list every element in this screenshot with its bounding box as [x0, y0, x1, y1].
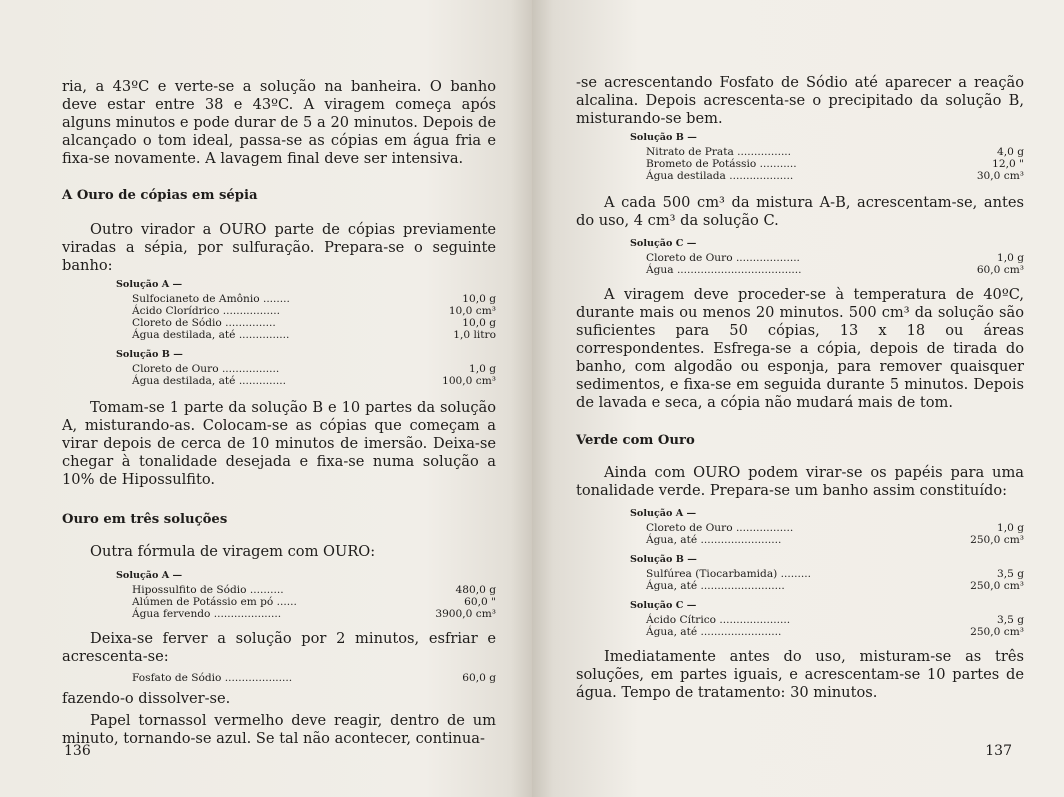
paragraph: Outro virador a OURO parte de cópias previamente viradas a sépia, por sulfuração. Prepara-se o seguinte banho:: [62, 221, 496, 274]
solution-label: Solução A —: [116, 570, 183, 581]
ingredient-row: [646, 252, 1024, 264]
ingredient-value: 30,0 cm³: [976, 170, 1024, 182]
ingredient-name: Ácido Clorídrico .................: [132, 305, 280, 317]
ingredient-name: Ácido Cítrico .....................: [646, 614, 791, 626]
ingredient-name: Hipossulfito de Sódio ..........: [132, 584, 284, 596]
ingredient-row: [646, 614, 1024, 626]
ingredient-value: 60,0 ": [464, 596, 496, 608]
ingredient-value: 10,0 cm³: [448, 305, 496, 317]
solution-label: Solução B —: [116, 349, 183, 360]
ingredient-row: [132, 584, 496, 596]
ingredient-name: Cloreto de Ouro .................: [646, 522, 794, 534]
ingredient-row: [646, 170, 1024, 182]
ingredient-row: [646, 146, 1024, 158]
ingredient-value: 3,5 g: [997, 568, 1024, 580]
ingredient-row: [132, 293, 496, 305]
solution-block: [116, 279, 496, 341]
paragraph: Papel tornassol vermelho deve reagir, dentro de um minuto, tornando-se azul. Se tal não acontecer, continua-: [62, 712, 496, 747]
ingredient-value: 3,5 g: [997, 614, 1024, 626]
ingredient-row: [646, 522, 1024, 534]
ingredient-value: 3900,0 cm³: [435, 608, 496, 620]
ingredient-row: [132, 317, 496, 329]
page-number: 136: [64, 743, 91, 759]
ingredient-value: 480,0 g: [455, 584, 496, 596]
ingredient-row: [132, 305, 496, 317]
ingredient-name: Cloreto de Ouro .................: [132, 363, 280, 375]
ingredient-value: 10,0 g: [462, 317, 496, 329]
ingredient-name: Nitrato de Prata ................: [646, 146, 792, 158]
solution-block: [630, 554, 1024, 592]
page-number: 137: [985, 743, 1012, 759]
ingredient-name: Cloreto de Ouro ...................: [646, 252, 800, 264]
paragraph: Outra fórmula de viragem com OURO:: [90, 543, 376, 560]
paragraph: A viragem deve proceder-se à temperatura de 40ºC, durante mais ou menos 20 minutos. 500 cm³ da solução são suficientes para 50 cópias, 13 x 18 ou áreas correspondentes. Esfrega-se a cópia, depois de tirada do banho, com algodão ou esponja, para remover quaisquer sedimentos, e fixa-se em seguida durante 5 minutos. Depois de lavada e seca, a cópia não mudará mais de tom.: [576, 286, 1024, 411]
ingredient-row: [132, 363, 496, 375]
ingredient-name: Água fervendo ....................: [132, 608, 282, 620]
ingredient-value: 1,0 g: [997, 522, 1024, 534]
ingredient-value: 60,0 cm³: [976, 264, 1024, 276]
paragraph: ria, a 43ºC e verte-se a solução na banheira. O banho deve estar entre 38 e 43ºC. A viragem começa após alguns minutos e pode durar de 5 a 20 minutos. Depois de alcançado o tom ideal, passa-se as cópias em água fria e fixa-se novamente. A lavagem final deve ser intensiva.: [62, 78, 496, 167]
ingredient-value: 1,0 g: [997, 252, 1024, 264]
solution-label: Solução A —: [630, 508, 697, 519]
ingredient-row: [132, 672, 496, 684]
ingredient-value: 250,0 cm³: [970, 626, 1024, 638]
paragraph: Tomam-se 1 parte da solução B e 10 partes da solução A, misturando-as. Colocam-se as cópias que começam a virar depois de cerca de 10 minutos de imersão. Deixa-se chegar à tonalidade desejada e fixa-se numa solução a 10% de Hipossulfito.: [62, 399, 496, 488]
ingredient-row: [132, 608, 496, 620]
solution-block: [630, 132, 1024, 182]
ingredient-name: Cloreto de Sódio ...............: [132, 317, 276, 329]
ingredient-value: 12,0 ": [992, 158, 1024, 170]
ingredient-name: Água .....................................: [646, 264, 802, 276]
ingredient-value: 4,0 g: [997, 146, 1024, 158]
ingredient-row: [132, 375, 496, 387]
ingredient-value: 10,0 g: [462, 293, 496, 305]
ingredient-row: [646, 264, 1024, 276]
ingredient-row: [646, 580, 1024, 592]
ingredient-value: 250,0 cm³: [970, 534, 1024, 546]
ingredient-name: Alúmen de Potássio em pó ......: [132, 596, 297, 608]
solution-block: [116, 349, 496, 387]
paragraph: Imediatamente antes do uso, misturam-se as três soluções, em partes iguais, e acrescentam-se 10 partes de água. Tempo de tratamento: 30 minutos.: [576, 648, 1024, 701]
section-heading: Verde com Ouro: [576, 433, 695, 448]
solution-block: [630, 508, 1024, 546]
ingredient-row: [132, 596, 496, 608]
ingredient-value: 1,0 g: [469, 363, 496, 375]
ingredient-name: Sulfúrea (Tiocarbamida) .........: [646, 568, 811, 580]
right-page: [532, 0, 1064, 797]
ingredient-name: Água destilada ...................: [646, 170, 794, 182]
ingredient-value: 60,0 g: [462, 672, 496, 684]
ingredient-name: Água, até ........................: [646, 534, 782, 546]
paragraph: -se acrescentando Fosfato de Sódio até aparecer a reação alcalina. Depois acrescenta-se o precipitado da solução B, misturando-se bem.: [576, 74, 1024, 127]
ingredient-name: Água destilada, até ..............: [132, 375, 286, 387]
ingredient-name: Água, até .........................: [646, 580, 785, 592]
solution-block: [116, 570, 496, 620]
ingredient-name: Água, até ........................: [646, 626, 782, 638]
ingredient-value: 1,0 litro: [453, 329, 496, 341]
ingredient-value: 100,0 cm³: [442, 375, 496, 387]
ingredient-name: Fosfato de Sódio ....................: [132, 672, 293, 684]
section-heading: Ouro em três soluções: [62, 512, 228, 527]
paragraph: A cada 500 cm³ da mistura A-B, acrescentam-se, antes do uso, 4 cm³ da solução C.: [576, 194, 1024, 229]
ingredient-row: [646, 568, 1024, 580]
ingredient-name: Brometo de Potássio ...........: [646, 158, 797, 170]
ingredient-row: [646, 158, 1024, 170]
paragraph: fazendo-o dissolver-se.: [62, 690, 231, 707]
solution-label: Solução B —: [630, 132, 697, 143]
solution-block: [116, 672, 496, 684]
solution-block: [630, 600, 1024, 638]
paragraph: Ainda com OURO podem virar-se os papéis para uma tonalidade verde. Prepara-se um banho assim constituído:: [576, 464, 1024, 499]
ingredient-name: Água destilada, até ...............: [132, 329, 290, 341]
ingredient-name: Sulfocianeto de Amônio ........: [132, 293, 290, 305]
ingredient-row: [132, 329, 496, 341]
solution-label: Solução B —: [630, 554, 697, 565]
paragraph: Deixa-se ferver a solução por 2 minutos, esfriar e acrescenta-se:: [62, 630, 496, 665]
solution-label: Solução C —: [630, 600, 697, 611]
section-heading: A Ouro de cópias em sépia: [62, 188, 258, 203]
solution-label: Solução C —: [630, 238, 697, 249]
ingredient-value: 250,0 cm³: [970, 580, 1024, 592]
ingredient-row: [646, 626, 1024, 638]
solution-block: [630, 238, 1024, 276]
ingredient-row: [646, 534, 1024, 546]
solution-label: Solução A —: [116, 279, 183, 290]
